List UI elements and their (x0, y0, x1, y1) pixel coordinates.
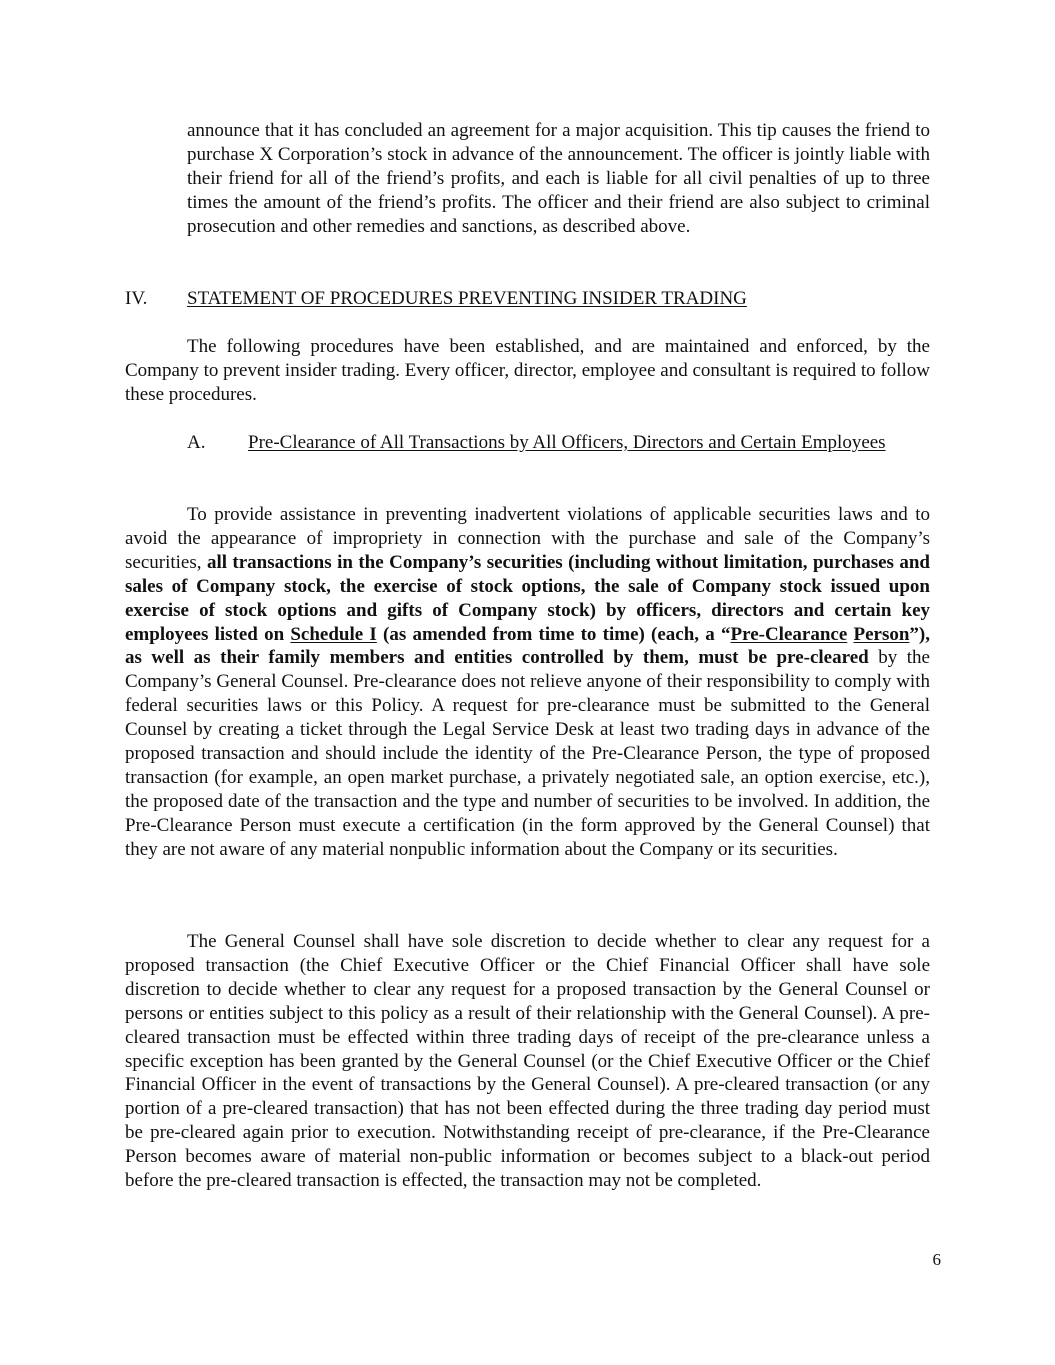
continuation-paragraph: announce that it has concluded an agreement for a major acquisition. This tip causes the friend to purchase X Corporation’s stock in advance of the announcement. The officer is jointly liable with their friend for all of the friend’s profits, and each is liable for all civil penalties of up to three times the amount of the friend’s profits. The officer and their friend are also subject to criminal prosecution and other remedies and sanctions, as described above. (187, 120, 930, 237)
preclearance-bold-text: all transactions in the Company’s securities (including without limitation, purchases and sales of Company stock, the exercise of stock options, the sale of Company stock issued upon exercise of stock options and gifts of Company stock) by officers, directors and certain key employees listed on (125, 551, 930, 645)
subsection-letter: A. (187, 432, 206, 453)
preclearance-paragraph (125, 503, 930, 862)
schedule-i-reference: Schedule I (290, 623, 377, 645)
preclearance-tail-text: by the Company’s General Counsel. Pre-clearance does not relieve anyone of their responsibility to comply with federal securities laws or this Policy. A request for pre-clearance must be submitted to the General Counsel by creating a ticket through the Legal Service Desk at least two trading days in advance of the proposed transaction and should include the identity of the Pre-Clearance Person, the type of proposed transaction (for example, an open market purchase, a privately negotiated sale, an option exercise, etc.), the proposed date of the transaction and the type and number of securities to be involved. In addition, the Pre-Clearance Person must execute a certification (in the form approved by the General Counsel) that they are not aware of any material nonpublic information about the Company or its securities. (125, 647, 930, 860)
section-number: IV. (125, 288, 148, 309)
preclearance-bold-text-2: (as amended from time to time) (each, a “ (376, 623, 731, 645)
defined-term-person: Person (853, 623, 910, 645)
page-number: 6 (932, 1250, 941, 1269)
preclearance-lead-text: To provide assistance in preventing inadvertent violations of applicable securities laws and to avoid the appearance of impropriety in connection with the purchase and sale of the Company’s securities, (125, 504, 930, 573)
section-heading: STATEMENT OF PROCEDURES PREVENTING INSIDER TRADING (187, 288, 747, 309)
defined-term-pre-clearance: Pre-Clearance (730, 623, 848, 645)
procedures-intro-paragraph: The following procedures have been established, and are maintained and enforced, by the Company to prevent insider trading. Every officer, director, employee and consultant is required to follow these procedures. (125, 336, 930, 405)
subsection-heading: Pre-Clearance of All Transactions by All Officers, Directors and Certain Employees (248, 432, 886, 453)
preclearance-bold-text-3: ”), as well as their family members and entities controlled by them, must be pre-cleared (125, 623, 930, 669)
general-counsel-paragraph: The General Counsel shall have sole discretion to decide whether to clear any request for a proposed transaction (the Chief Executive Officer or the Chief Financial Officer shall have sole discretion to decide whether to clear any request for a proposed transaction by the General Counsel or persons or entities subject to this policy as a result of their relationship with the General Counsel). A pre-cleared transaction must be effected within three trading days of receipt of the pre-clearance unless a specific exception has been granted by the General Counsel (or the Chief Executive Officer or the Chief Financial Officer in the event of transactions by the General Counsel). A pre-cleared transaction (or any portion of a pre-cleared transaction) that has not been effected during the three trading day period must be pre-cleared again prior to execution. Notwithstanding receipt of pre-clearance, if the Pre-Clearance Person becomes aware of material non-public information or becomes subject to a black-out period before the pre-cleared transaction is effected, the transaction may not be completed. (125, 931, 930, 1192)
